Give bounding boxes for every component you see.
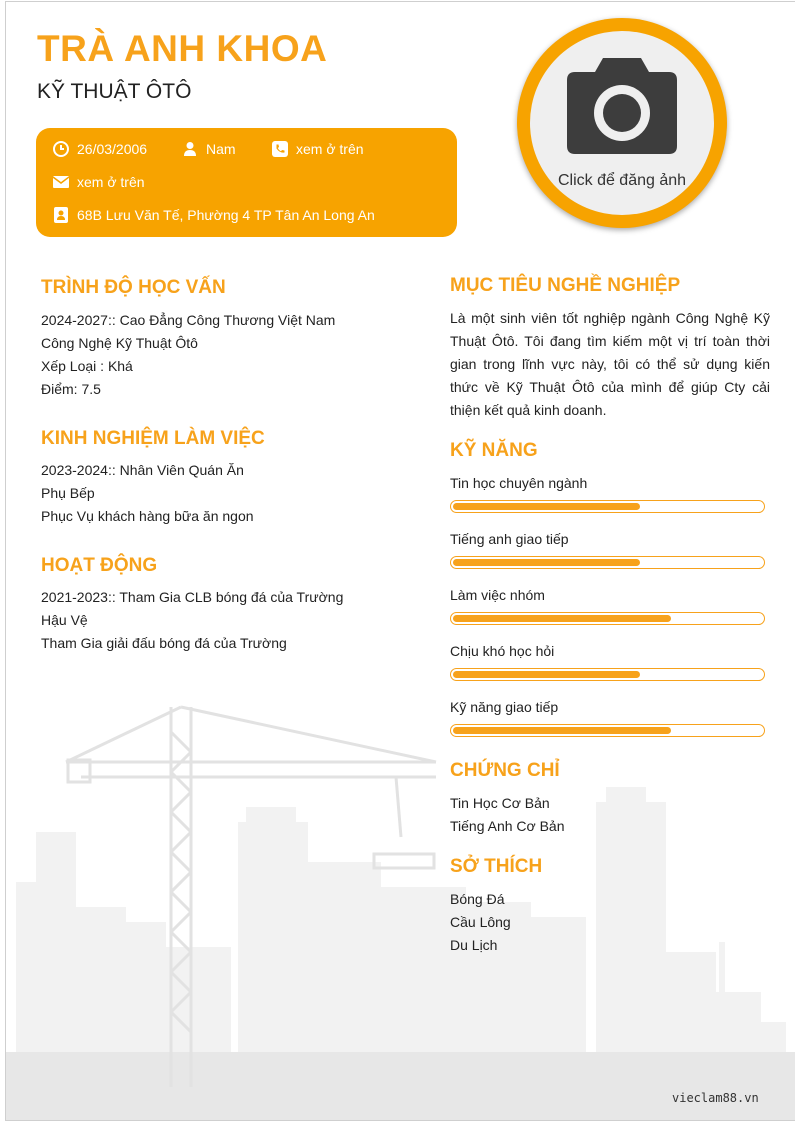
- education-line: Công Nghệ Kỹ Thuật Ôtô: [41, 335, 198, 351]
- skill-bar: [450, 500, 765, 513]
- experience-line: 2023-2024:: Nhân Viên Quán Ăn: [41, 462, 244, 478]
- education-title: TRÌNH ĐỘ HỌC VẤN: [41, 277, 226, 298]
- objective-title: MỤC TIÊU NGHỀ NGHIỆP: [450, 275, 681, 296]
- education-line: 2024-2027:: Cao Đẳng Công Thương Việt Nam: [41, 312, 336, 328]
- skill-name: Tiếng anh giao tiếp: [450, 531, 569, 547]
- skill-bar: [450, 724, 765, 737]
- skill-bar-fill: [453, 671, 640, 678]
- experience-line: Phụ Bếp: [41, 485, 95, 501]
- certificate-item: Tin Học Cơ Bản: [450, 795, 550, 811]
- contact-gender: [182, 141, 236, 157]
- envelope-icon: [53, 174, 69, 190]
- hobby-item: Du Lịch: [450, 937, 498, 953]
- email-value[interactable]: xem ở trên: [77, 174, 145, 190]
- skill-bar: [450, 668, 765, 681]
- skill-bar-fill: [453, 559, 640, 566]
- gender-value: Nam: [206, 141, 236, 157]
- skill-name: Chịu khó học hỏi: [450, 643, 555, 659]
- candidate-name: TRÀ ANH KHOA: [37, 28, 328, 69]
- skill-name: Tin học chuyên ngành: [450, 475, 588, 491]
- activity-line: Hậu Vệ: [41, 612, 88, 628]
- experience-line: Phục Vụ khách hàng bữa ăn ngon: [41, 508, 254, 524]
- job-title: KỸ THUẬT ÔTÔ: [37, 80, 192, 103]
- contact-phone: [272, 141, 364, 157]
- resume-page: [5, 1, 795, 1121]
- contact-birthday: [53, 141, 147, 157]
- skills-title: KỸ NĂNG: [450, 440, 538, 461]
- skill-bar: [450, 556, 765, 569]
- address-book-icon: [53, 207, 69, 223]
- education-line: Xếp Loại : Khá: [41, 358, 133, 374]
- education-line: Điểm: 7.5: [41, 381, 101, 397]
- contact-email: [53, 174, 145, 190]
- photo-placeholder[interactable]: [530, 31, 714, 215]
- contact-address: [53, 207, 375, 223]
- birthday-value: 26/03/2006: [77, 141, 148, 157]
- activity-line: Tham Gia giải đấu bóng đá của Trường: [41, 635, 287, 651]
- phone-value[interactable]: xem ở trên: [296, 141, 364, 157]
- user-icon: [182, 141, 198, 157]
- skill-name: Làm việc nhóm: [450, 587, 545, 603]
- clock-icon: [53, 141, 69, 157]
- photo-upload[interactable]: [517, 18, 727, 228]
- certificates-title: CHỨNG CHỈ: [450, 760, 560, 781]
- city-skyline-background: [6, 692, 795, 1120]
- certificate-item: Tiếng Anh Cơ Bản: [450, 818, 565, 834]
- activities-title: HOẠT ĐỘNG: [41, 555, 158, 576]
- hobbies-title: SỞ THÍCH: [450, 856, 543, 877]
- photo-upload-label[interactable]: Click để đăng ảnh: [557, 172, 687, 189]
- contact-box: [36, 128, 457, 237]
- skill-bar-fill: [453, 503, 640, 510]
- skill-bar: [450, 612, 765, 625]
- skill-name: Kỹ năng giao tiếp: [450, 699, 559, 715]
- objective-text: Là một sinh viên tốt nghiệp ngành Công Nghệ Kỹ Thuật Ôtô. Tôi đang tìm kiếm một vị trí toàn thời gian trong lĩnh vực này, tôi có thể sử dụng kiến thức về Kỹ Thuật Ôtô của mình để giúp Cty cải thiện kết quả kinh doanh.: [450, 310, 770, 418]
- phone-icon: [272, 141, 288, 157]
- skill-bar-fill: [453, 727, 671, 734]
- camera-icon: [567, 58, 677, 154]
- site-watermark: vieclam88.vn: [672, 1091, 759, 1105]
- experience-title: KINH NGHIỆM LÀM VIỆC: [41, 428, 265, 449]
- activity-line: 2021-2023:: Tham Gia CLB bóng đá của Trường: [41, 589, 344, 605]
- address-value: 68B Lưu Văn Tế, Phường 4 TP Tân An Long An: [77, 207, 375, 223]
- hobby-item: Cầu Lông: [450, 914, 511, 930]
- skill-bar-fill: [453, 615, 671, 622]
- hobby-item: Bóng Đá: [450, 891, 505, 907]
